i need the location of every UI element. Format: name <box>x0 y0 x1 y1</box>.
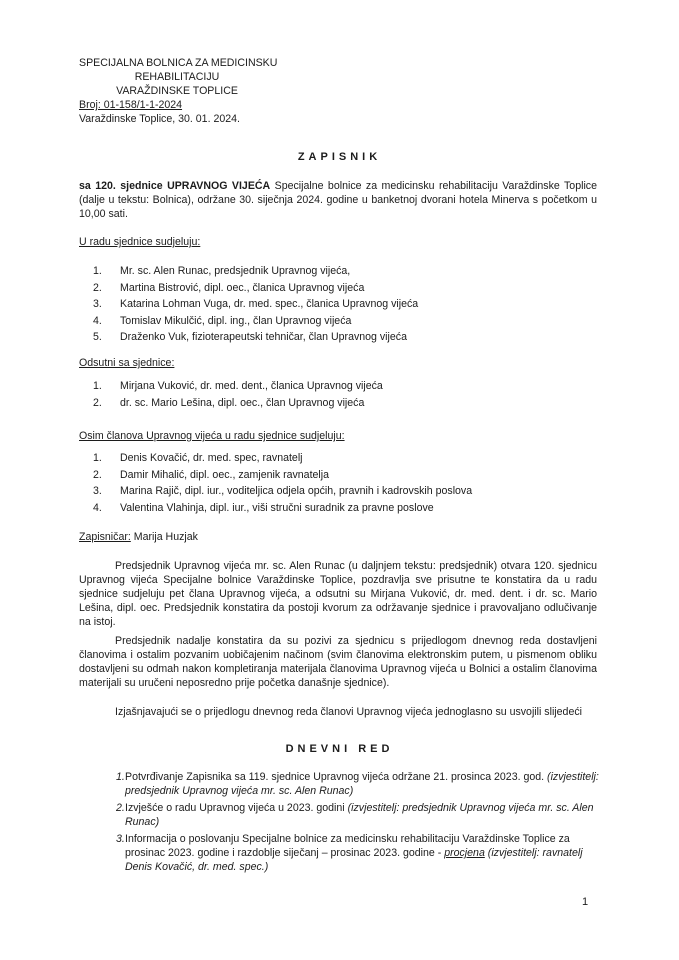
absent-list <box>79 379 599 412</box>
agenda-item-reporter: (izvjestitelj: predsjednik Upravnog vijeća mr. sc. Alen Runac) <box>125 802 594 828</box>
list-item-text: Tomislav Mikulčić, dipl. ing., član Upravnog vijeća <box>120 314 352 327</box>
list-item-number: 5. <box>93 331 102 343</box>
list-item-number: 3. <box>93 298 102 310</box>
others-list-item <box>79 451 599 468</box>
recorder-name: Marija Huzjak <box>130 531 198 543</box>
agenda-item <box>79 832 599 874</box>
institution-name-line1: SPECIJALNA BOLNICA ZA MEDICINSKU <box>79 57 278 69</box>
agenda-item-text: Izvješće o radu Upravnog vijeća u 2023. godini <box>125 802 348 814</box>
list-item-text: Mirjana Vuković, dr. med. dent., članica Upravnog vijeća <box>120 380 383 392</box>
agenda-item <box>79 801 599 829</box>
intro-paragraph <box>79 179 597 221</box>
others-list-item <box>79 484 599 501</box>
agenda-item-estimate: procjena <box>444 847 485 859</box>
paragraph-invitations: Predsjednik nadalje konstatira da su pozivi za sjednicu s prijedlogom dnevnog reda dostavljeni članovima i ostalim pozvanim uobičajenim načinom (svim članovima elektronskim putem, u pismenom obliku dostavljeni su odmah nakon kompletiranja materijala članovima Upravnog vijeća u Bolnici a ostalim članovima materijali su uručeni neposredno prije početka današnje sjednice). <box>79 635 597 689</box>
absent-list-item <box>79 379 599 396</box>
list-item-number: 2. <box>93 468 102 481</box>
absent-heading: Odsutni sa sjednice: <box>79 357 175 369</box>
list-item-text: Draženko Vuk, fizioterapeutski tehničar, član Upravnog vijeća <box>120 331 407 343</box>
intro-text: Specijalne bolnice za medicinsku rehabilitaciju Varaždinske Toplice (dalje u tekstu: Bolnica), održane 30. siječnja 2024. godine u banketnoj dvorani hotela Minerva s početkom u 10,00 sati. <box>79 180 597 220</box>
list-item-number: 2. <box>93 396 102 409</box>
present-list-item <box>79 330 599 347</box>
list-item-number: 1. <box>93 452 102 464</box>
present-list-item <box>79 264 599 281</box>
list-item-number: 2. <box>93 281 102 294</box>
agenda-item-number: 1. <box>116 771 125 783</box>
list-item-number: 3. <box>93 485 102 497</box>
others-list <box>79 451 599 517</box>
list-item-number: 4. <box>93 501 102 514</box>
institution-name-line3: VARAŽDINSKE TOPLICE <box>116 85 238 97</box>
others-heading: Osim članova Upravnog vijeća u radu sjednice sudjeluju: <box>79 430 345 442</box>
present-list-item <box>79 281 599 298</box>
agenda-list <box>79 770 599 877</box>
list-item-text: Marina Rajič, dipl. iur., voditeljica odjela općih, pravnih i kadrovskih poslova <box>120 485 473 497</box>
paragraph-adoption: Izjašnjavajući se o prijedlogu dnevnog reda članovi Upravnog vijeća jednoglasno su usvojili slijedeći <box>115 706 582 718</box>
present-list <box>79 264 599 347</box>
list-item-number: 1. <box>93 380 102 392</box>
agenda-item-reporter: (izvjestitelj: predsjednik Upravnog vijeća mr. sc. Alen Runac) <box>125 771 599 797</box>
page-number: 1 <box>582 896 589 908</box>
list-item-number: 4. <box>93 314 102 327</box>
reference-number: Broj: 01-158/1-1-2024 <box>79 99 183 111</box>
agenda-item-content <box>125 832 599 874</box>
recorder-label: Zapisničar: <box>79 531 131 543</box>
agenda-item-content <box>125 801 599 829</box>
list-item-text: dr. sc. Mario Lešina, dipl. oec., član Upravnog vijeća <box>120 396 365 409</box>
document-title: ZAPISNIK <box>297 151 382 163</box>
list-item-text: Martina Bistrović, dipl. oec., članica Upravnog vijeća <box>120 281 365 294</box>
list-item-number: 1. <box>93 265 102 277</box>
agenda-item-number: 2. <box>116 802 125 814</box>
agenda-item-text: Potvrđivanje Zapisnika sa 119. sjednice Upravnog vijeća održane 21. prosinca 2023. god. <box>125 771 548 783</box>
list-item-text: Denis Kovačić, dr. med. spec, ravnatelj <box>120 452 303 464</box>
letterhead <box>79 56 339 126</box>
absent-list-item <box>79 396 599 413</box>
agenda-item-reporter: (izvjestitelj: ravnatelj Denis Kovačić, dr. med. spec.) <box>125 847 583 873</box>
agenda-item-number: 3. <box>116 833 125 845</box>
agenda-title: DNEVNI RED <box>285 743 394 755</box>
institution-name-line2: REHABILITACIJU <box>134 71 220 83</box>
agenda-item-text: Informacija o poslovanju Specijalne bolnice za medicinsku rehabilitaciju Varaždinske Toplice za prosinac 2023. godine i razdoblje siječanj – prosinac 2023. godine - <box>125 833 570 859</box>
list-item-text: Mr. sc. Alen Runac, predsjednik Upravnog vijeća, <box>120 265 351 277</box>
present-heading: U radu sjednice sudjeluju: <box>79 236 201 248</box>
others-list-item <box>79 501 599 518</box>
list-item-text: Katarina Lohman Vuga, dr. med. spec., članica Upravnog vijeća <box>120 298 419 310</box>
agenda-item <box>79 770 599 798</box>
intro-bold: sa 120. sjednice UPRAVNOG VIJEĆA <box>79 180 271 192</box>
paragraph-opening: Predsjednik Upravnog vijeća mr. sc. Alen Runac (u daljnjem tekstu: predsjednik) otvara 120. sjednicu Upravnog vijeća Specijalne bolnice Varaždinske Toplice, pozdravlja sve prisutne te konstatira da u radu sjednice sudjeluju pet člana Upravnog vijeća, a odsutni su Mirjana Vuković, dr. med. dent. i dr. sc. Mario Lešina, dipl. oec. Predsjednik konstatira da postoji kvorum za održavanje sjednice i pravovaljano odlučivanje na istoj. <box>79 560 597 628</box>
list-item-text: Valentina Vlahinja, dipl. iur., viši stručni suradnik za pravne poslove <box>120 501 434 514</box>
agenda-item-content <box>125 770 599 798</box>
recorder-line <box>79 530 198 544</box>
others-list-item <box>79 468 599 485</box>
place-and-date: Varaždinske Toplice, 30. 01. 2024. <box>79 113 240 125</box>
present-list-item <box>79 297 599 314</box>
present-list-item <box>79 314 599 331</box>
list-item-text: Damir Mihalić, dipl. oec., zamjenik ravnatelja <box>120 468 330 481</box>
